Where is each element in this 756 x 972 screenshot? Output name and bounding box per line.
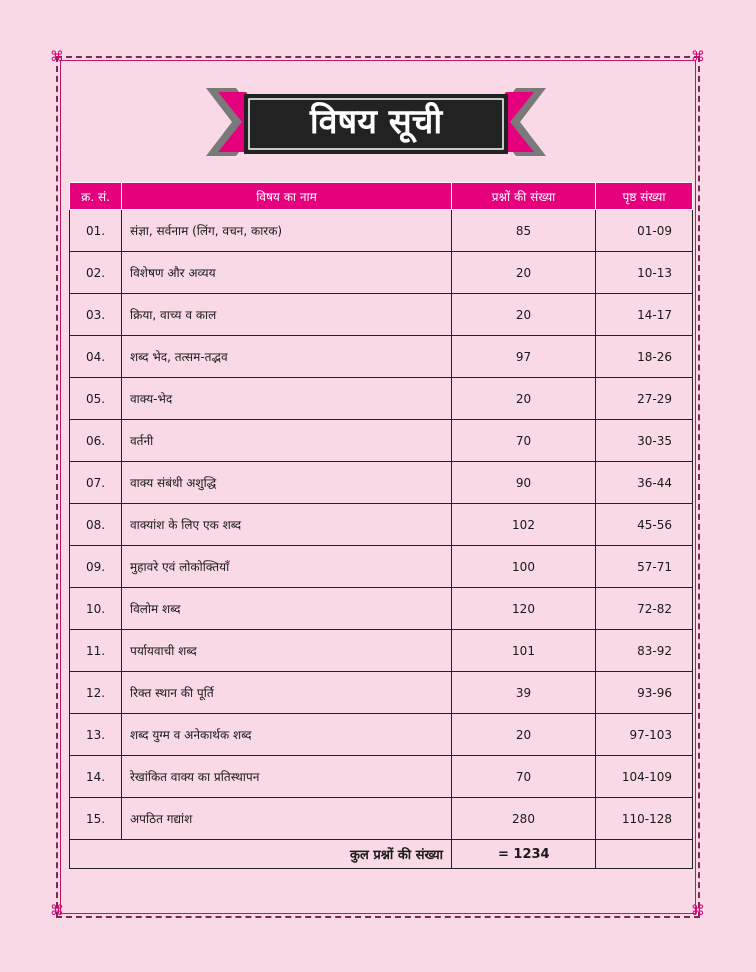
questions-cell: 39 [452, 672, 596, 714]
questions-cell: 97 [452, 336, 596, 378]
total-value: = 1234 [452, 840, 596, 869]
serial-cell: 08. [70, 504, 122, 546]
pages-cell: 36-44 [596, 462, 693, 504]
questions-cell: 20 [452, 714, 596, 756]
serial-cell: 15. [70, 798, 122, 840]
questions-cell: 102 [452, 504, 596, 546]
topic-cell: रेखांकित वाक्य का प्रतिस्थापन [122, 756, 452, 798]
topic-cell: वाक्य-भेद [122, 378, 452, 420]
pages-cell: 14-17 [596, 294, 693, 336]
questions-cell: 85 [452, 210, 596, 252]
table-row [70, 252, 693, 294]
serial-cell: 10. [70, 588, 122, 630]
topic-cell: पर्यायवाची शब्द [122, 630, 452, 672]
pages-cell: 104-109 [596, 756, 693, 798]
pages-cell: 57-71 [596, 546, 693, 588]
pages-cell: 10-13 [596, 252, 693, 294]
header-questions: प्रश्नों की संख्या [452, 183, 596, 210]
corner-ornament-icon: ⌘ [50, 49, 64, 65]
pages-cell: 18-26 [596, 336, 693, 378]
topic-cell: अपठित गद्यांश [122, 798, 452, 840]
serial-cell: 02. [70, 252, 122, 294]
questions-cell: 20 [452, 378, 596, 420]
table-row [70, 420, 693, 462]
topic-cell: मुहावरे एवं लोकोक्तियाँ [122, 546, 452, 588]
topic-cell: विलोम शब्द [122, 588, 452, 630]
total-blank-cell [596, 840, 693, 869]
serial-cell: 06. [70, 420, 122, 462]
corner-ornament-icon: ⌘ [50, 903, 64, 919]
serial-cell: 03. [70, 294, 122, 336]
topic-cell: क्रिया, वाच्य व काल [122, 294, 452, 336]
table-row [70, 672, 693, 714]
questions-cell: 90 [452, 462, 596, 504]
table-row [70, 714, 693, 756]
questions-cell: 100 [452, 546, 596, 588]
corner-ornament-icon: ⌘ [691, 903, 705, 919]
table-row [70, 630, 693, 672]
topic-cell: शब्द युग्म व अनेकार्थक शब्द [122, 714, 452, 756]
pages-cell: 45-56 [596, 504, 693, 546]
header-pages: पृष्ठ संख्या [596, 183, 693, 210]
pages-cell: 97-103 [596, 714, 693, 756]
topic-cell: संज्ञा, सर्वनाम (लिंग, वचन, कारक) [122, 210, 452, 252]
topic-cell: वाक्यांश के लिए एक शब्द [122, 504, 452, 546]
table-header-row [70, 183, 693, 210]
questions-cell: 70 [452, 420, 596, 462]
table-row [70, 336, 693, 378]
total-row [70, 840, 693, 869]
topic-cell: वाक्य संबंधी अशुद्धि [122, 462, 452, 504]
serial-cell: 05. [70, 378, 122, 420]
serial-cell: 01. [70, 210, 122, 252]
total-label: कुल प्रश्नों की संख्या [70, 840, 452, 869]
pages-cell: 01-09 [596, 210, 693, 252]
questions-cell: 20 [452, 252, 596, 294]
pages-cell: 83-92 [596, 630, 693, 672]
table-row [70, 546, 693, 588]
table-row [70, 462, 693, 504]
serial-cell: 09. [70, 546, 122, 588]
table-row [70, 378, 693, 420]
topic-cell: रिक्त स्थान की पूर्ति [122, 672, 452, 714]
questions-cell: 101 [452, 630, 596, 672]
serial-cell: 14. [70, 756, 122, 798]
serial-cell: 12. [70, 672, 122, 714]
table-row [70, 588, 693, 630]
corner-ornament-icon: ⌘ [691, 49, 705, 65]
pages-cell: 27-29 [596, 378, 693, 420]
header-topic: विषय का नाम [122, 183, 452, 210]
table-row [70, 294, 693, 336]
questions-cell: 280 [452, 798, 596, 840]
topic-cell: शब्द भेद, तत्सम-तद्भव [122, 336, 452, 378]
pages-cell: 30-35 [596, 420, 693, 462]
title-banner [200, 82, 552, 168]
topic-cell: विशेषण और अव्यय [122, 252, 452, 294]
table-row [70, 504, 693, 546]
serial-cell: 07. [70, 462, 122, 504]
serial-cell: 13. [70, 714, 122, 756]
table-row [70, 756, 693, 798]
table-row [70, 798, 693, 840]
serial-cell: 11. [70, 630, 122, 672]
questions-cell: 120 [452, 588, 596, 630]
page-title: विषय सूची [309, 102, 443, 142]
pages-cell: 110-128 [596, 798, 693, 840]
questions-cell: 70 [452, 756, 596, 798]
contents-table [69, 182, 693, 869]
pages-cell: 93-96 [596, 672, 693, 714]
topic-cell: वर्तनी [122, 420, 452, 462]
serial-cell: 04. [70, 336, 122, 378]
table-row [70, 210, 693, 252]
questions-cell: 20 [452, 294, 596, 336]
header-serial: क्र. सं. [70, 183, 122, 210]
pages-cell: 72-82 [596, 588, 693, 630]
